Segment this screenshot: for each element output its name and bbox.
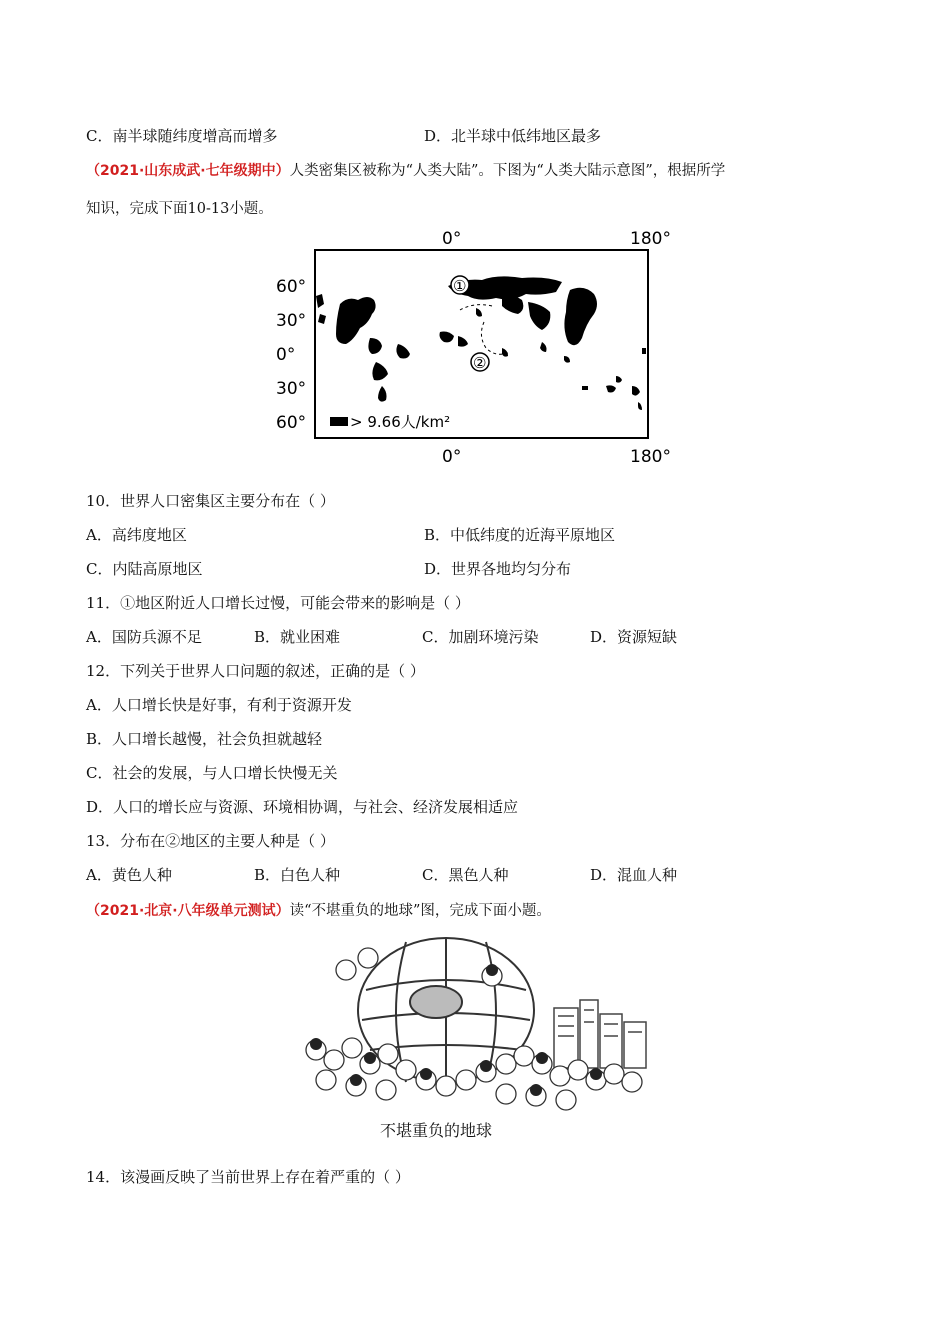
q13-stem: 13．分布在②地区的主要人种是（ ） — [86, 832, 335, 850]
section2-intro-text: 读“不堪重负的地球”图，完成下面小题。 — [289, 903, 551, 919]
q14-stem: 14．该漫画反映了当前世界上存在着严重的（ ） — [86, 1168, 410, 1186]
map-lat-30s: 30° — [276, 379, 307, 399]
buildings-illustration — [554, 1000, 646, 1068]
map-marker-2: ② — [473, 354, 487, 372]
q11-option-b: B．就业困难 — [254, 628, 341, 646]
map-legend-label: > 9.66人/km² — [350, 413, 451, 431]
q13-option-b: B．白色人种 — [254, 866, 341, 884]
q10-stem: 10．世界人口密集区主要分布在（ ） — [86, 492, 335, 510]
map-top-label-0: 0° — [442, 229, 462, 249]
option-d-prev: D．北半球中低纬地区最多 — [424, 127, 602, 145]
section1-source: （2021·山东成武·七年级期中） — [86, 163, 290, 179]
population-map — [270, 226, 690, 470]
q13-option-d: D．混血人种 — [590, 866, 678, 884]
legend-swatch — [330, 417, 348, 426]
q13-option-c: C．黑色人种 — [422, 866, 509, 884]
map-lat-0: 0° — [276, 345, 296, 365]
q10-option-c: C．内陆高原地区 — [86, 560, 203, 578]
overburdened-earth-cartoon — [296, 930, 656, 1145]
map-bottom-label-0: 0° — [442, 447, 462, 467]
section2-source: （2021·北京·八年级单元测试） — [86, 903, 290, 919]
q11-option-c: C．加剧环境污染 — [422, 628, 539, 646]
q10-option-d: D．世界各地均匀分布 — [424, 560, 572, 578]
q10-option-b: B．中低纬度的近海平原地区 — [424, 526, 616, 544]
map-bottom-label-180: 180° — [630, 447, 671, 467]
map-top-label-180: 180° — [630, 229, 671, 249]
q11-option-d: D．资源短缺 — [590, 628, 678, 646]
q12-option-c: C．社会的发展，与人口增长快慢无关 — [86, 764, 338, 782]
map-marker-1: ① — [453, 277, 467, 295]
section1-intro-text: 人类密集区被称为“人类大陆”。下图为“人类大陆示意图”，根据所学 — [289, 163, 726, 179]
q13-option-a: A．黄色人种 — [86, 866, 172, 884]
q11-option-a: A．国防兵源不足 — [86, 628, 202, 646]
q12-option-b: B．人口增长越慢，社会负担就越轻 — [86, 730, 323, 748]
section1-intro — [86, 160, 725, 182]
option-c-prev: C．南半球随纬度增高而增多 — [86, 127, 278, 145]
q10-option-a: A．高纬度地区 — [86, 526, 187, 544]
section2-intro — [86, 900, 551, 922]
map-frame — [315, 250, 648, 438]
q12-option-a: A．人口增长快是好事，有利于资源开发 — [86, 696, 352, 714]
q12-option-d: D．人口的增长应与资源、环境相协调，与社会、经济发展相适应 — [86, 798, 519, 816]
map-lat-60s: 60° — [276, 413, 307, 433]
cartoon-caption: 不堪重负的地球 — [380, 1121, 493, 1140]
q11-stem: 11．①地区附近人口增长过慢，可能会带来的影响是（ ） — [86, 594, 470, 612]
map-lat-60n: 60° — [276, 277, 307, 297]
q12-stem: 12．下列关于世界人口问题的叙述，正确的是（ ） — [86, 662, 425, 680]
section1-intro-line2: 知识，完成下面10-13小题。 — [86, 201, 273, 217]
map-lat-30n: 30° — [276, 311, 307, 331]
